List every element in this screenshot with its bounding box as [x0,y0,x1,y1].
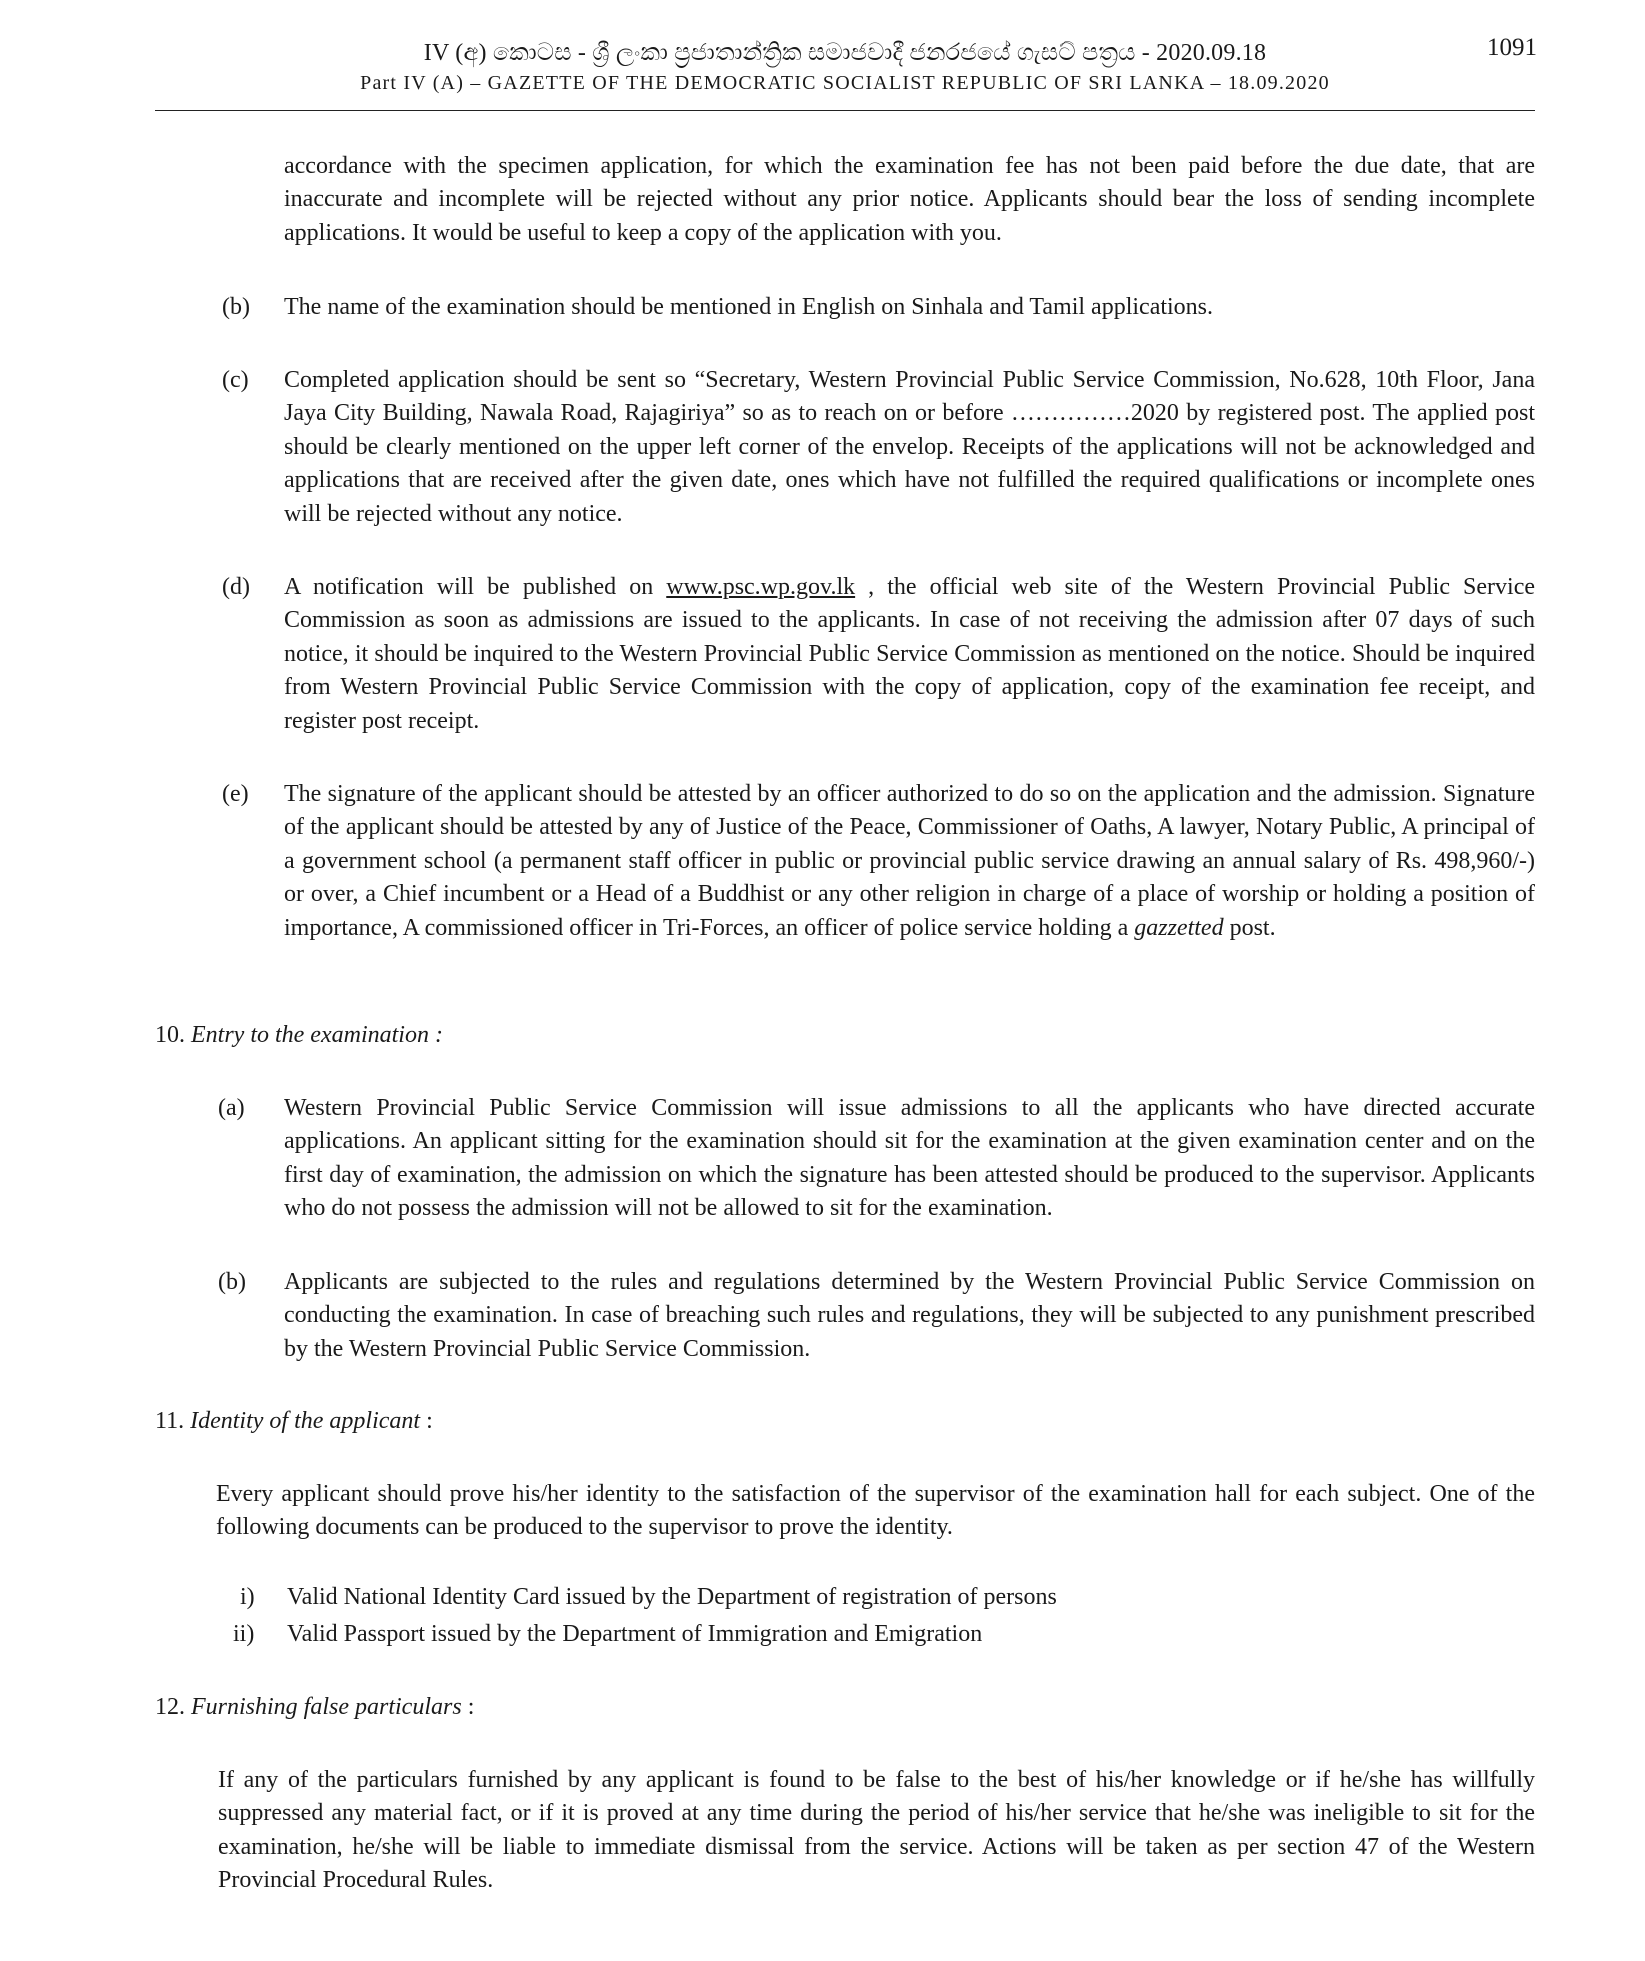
clause-9b-text: The name of the examination should be mentioned in English on Sinhala and Tamil applications. [284,294,1214,320]
identity-item-label-1: i) [240,1584,255,1610]
clause-label-10a: (a) [218,1095,245,1121]
clause-label-9c: (c) [222,367,249,393]
clause-label-10b: (b) [218,1269,246,1295]
clause-9e-text: The signature of the applicant should be attested by an officer authorized to do so on the application and the admission. Signature of the applicant should be attested by any of Justice of the Peace, Commissioner of Oaths, A lawyer, Notary Public, A principal of a government school (a permanent staff officer in public or provincial public service drawing an annual salary of Rs. 498,960/-) or over, a Chief incumbent or a Head of a Buddhist or any other religion in charge of a place of worship or holding a position of importance, A commissioned officer in Tri-Forces, an officer of police service holding a gazzetted post. [284,781,1535,941]
clause-label-9b: (b) [222,294,250,320]
page-number: 1091 [1487,34,1537,61]
identity-item-text-2: Valid Passport issued by the Department of Immigration and Emigration [287,1621,983,1647]
section-12-heading: 12. Furnishing false particulars : [155,1694,475,1720]
clause-10b-text: Applicants are subjected to the rules and regulations determined by the Western Provincial Public Service Commission on conducting the examination. In case of breaching such rules and regulations, they will be subjected to any punishment prescribed by the Western Provincial Public Service Commission. [284,1269,1535,1362]
section-11-paragraph: Every applicant should prove his/her identity to the satisfaction of the supervisor of the examination hall for each subject. One of the following documents can be produced to the supervisor to prove the identity. [216,1481,1535,1541]
header-rule [155,110,1535,111]
section-10-heading: 10. Entry to the examination : [155,1022,443,1048]
identity-item-label-2: ii) [233,1621,255,1647]
clause-9c-text: Completed application should be sent so “Secretary, Western Provincial Public Service Commission, No.628, 10th Floor, Jana Jaya City Building, Nawala Road, Rajagiriya” so as to reach on or before ……………2020 by registered post. The applied post should be clearly mentioned on the upper left corner of the envelop. Receipts of the applications will not be acknowledged and applications that are received after the given date, ones which have not fulfilled the required qualifications or incomplete ones will be rejected without any notice. [284,367,1535,527]
clause-9d-text: A notification will be published on www.psc.wp.gov.lk , the official web site of the Western Provincial Public Service Commission as soon as admissions are issued to the applicants. In case of not receiving the admission after 07 days of such notice, it should be inquired to the Western Provincial Public Service Commission as mentioned on the notice. Should be inquired from Western Provincial Public Service Commission with the copy of application, copy of the examination fee receipt, and register post receipt. [284,574,1535,734]
header-english-line: Part IV (A) – GAZETTE OF THE DEMOCRATIC SOCIALIST REPUBLIC OF SRI LANKA – 18.09.2020 [360,72,1330,94]
continuation-paragraph: accordance with the specimen application, for which the examination fee has not been paid before the due date, that are inaccurate and incomplete will be rejected without any prior notice. Applicants should bear the loss of sending incomplete applications. It would be useful to keep a copy of the application with you. [284,153,1535,246]
psc-website-link[interactable]: www.psc.wp.gov.lk [666,574,856,600]
clause-label-9d: (d) [222,574,250,600]
section-12-paragraph: If any of the particulars furnished by any applicant is found to be false to the best of his/her knowledge or if he/she has willfully suppressed any material fact, or if it is proved at any time during the period of his/her service that he/she was ineligible to sit for the examination, he/she will be liable to immediate dismissal from the service. Actions will be taken as per section 47 of the Western Provincial Procedural Rules. [218,1767,1535,1894]
header-sinhala-line: IV (අ) කොටස - ශ්‍රී ලංකා ප්‍රජාතාන්ත්‍රික සමාජවාදී ජනරජයේ ගැසට් පත්‍රය - 2020.09.18 [423,40,1267,66]
clause-label-9e: (e) [222,781,249,807]
italic-term: gazzetted [1134,914,1224,941]
identity-item-text-1: Valid National Identity Card issued by the Department of registration of persons [287,1584,1057,1610]
clause-10a-text: Western Provincial Public Service Commission will issue admissions to all the applicants who have directed accurate applications. An applicant sitting for the examination should sit for the examination at the given examination center and on the first day of examination, the admission on which the signature has been attested should be produced to the supervisor. Applicants who do not possess the admission will not be allowed to sit for the examination. [284,1095,1535,1222]
section-11-heading: 11. Identity of the applicant : [155,1408,433,1434]
